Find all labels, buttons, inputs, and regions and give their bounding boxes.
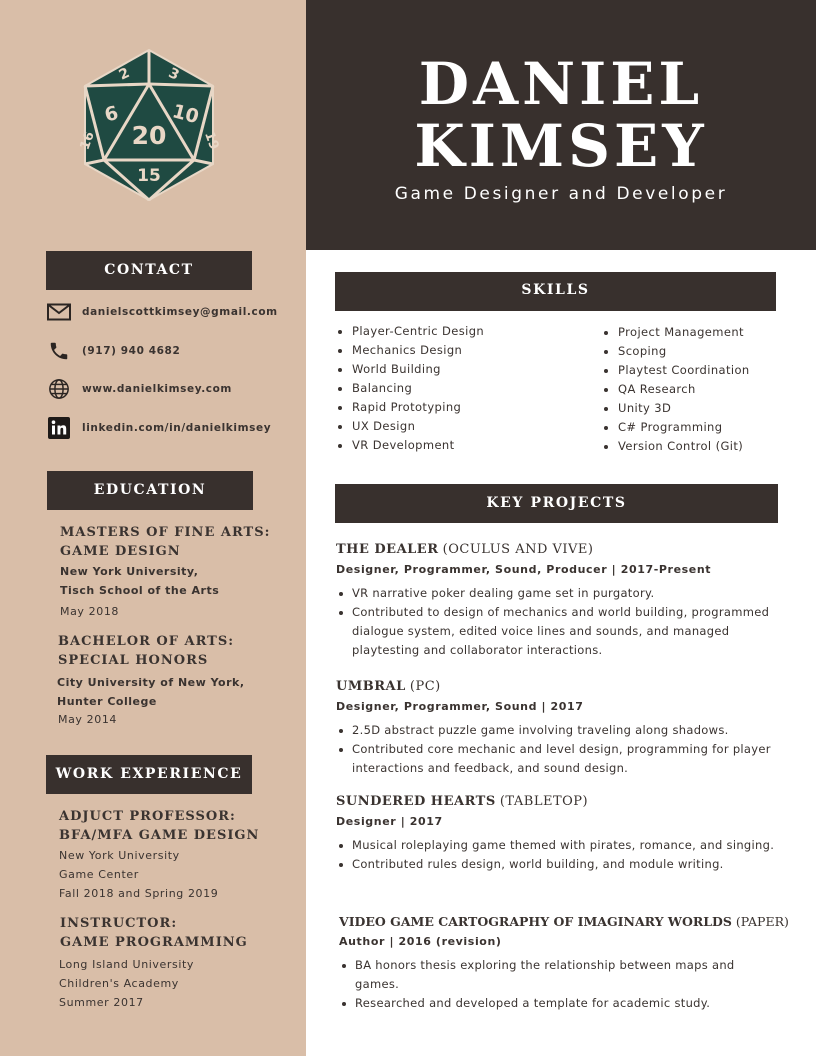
- contact-heading: CONTACT: [46, 251, 252, 290]
- phone-text: (917) 940 4682: [82, 345, 181, 357]
- skills-heading: SKILLS: [335, 272, 776, 311]
- project-bullet: Contributed rules design, world building, and module writing.: [336, 855, 786, 874]
- job-subtitle: GAME PROGRAMMING: [60, 935, 248, 950]
- education-heading: EDUCATION: [47, 471, 253, 510]
- skills-list-left: [335, 322, 484, 455]
- envelope-icon: [46, 299, 72, 325]
- project-bullets: [336, 721, 786, 778]
- phone-icon: [46, 338, 72, 364]
- project-bullet: Contributed to design of mechanics and world building, programmed dialogue system, edited voice lines and sounds, and managed playtesting and collaborator interactions.: [336, 603, 786, 660]
- skill-item: Balancing: [335, 379, 484, 398]
- institution-school: Hunter College: [57, 695, 157, 708]
- project-platform: (OCULUS AND VIVE): [442, 542, 594, 557]
- die-face-10: 10: [169, 100, 202, 129]
- die-face-19: 19: [201, 129, 222, 152]
- project-title: [336, 541, 786, 559]
- institution-school: Tisch School of the Arts: [60, 584, 220, 597]
- project-name: VIDEO GAME CARTOGRAPHY OF IMAGINARY WORLDS: [339, 914, 732, 929]
- skill-item: Project Management: [601, 323, 750, 342]
- project-bullet: VR narrative poker dealing game set in purgatory.: [336, 584, 786, 603]
- project-title: [339, 913, 789, 931]
- die-face-6: 6: [102, 101, 121, 127]
- project-name: THE DEALER: [336, 542, 439, 557]
- skill-item: Unity 3D: [601, 399, 750, 418]
- skill-item: Version Control (Git): [601, 437, 750, 456]
- name-last: KIMSEY: [414, 112, 708, 180]
- skill-item: Mechanics Design: [335, 341, 484, 360]
- die-face-15: 15: [137, 166, 161, 186]
- project-role: Designer, Programmer, Sound, Producer | 2017-Present: [336, 563, 712, 576]
- institution: New York University,: [60, 565, 199, 578]
- employer-unit: Game Center: [59, 868, 139, 881]
- project-bullet: 2.5D abstract puzzle game involving traveling along shadows.: [336, 721, 786, 740]
- project-role: Designer, Programmer, Sound | 2017: [336, 700, 584, 713]
- institution: City University of New York,: [57, 676, 245, 689]
- degree-subtitle: GAME DESIGN: [60, 544, 181, 559]
- project-item: [336, 541, 786, 660]
- job-title: ADJUCT PROFESSOR:: [59, 809, 236, 824]
- project-bullets: [336, 836, 786, 874]
- skill-item: Player-Centric Design: [335, 322, 484, 341]
- project-name: UMBRAL: [336, 679, 406, 694]
- die-face-3: 3: [165, 65, 182, 84]
- skills-list-right: [601, 323, 750, 456]
- employer-unit: Children's Academy: [59, 977, 179, 990]
- skill-item: World Building: [335, 360, 484, 379]
- project-bullet: BA honors thesis exploring the relationship between maps and games.: [339, 956, 779, 994]
- contact-linkedin[interactable]: [46, 415, 272, 441]
- project-bullets: [336, 584, 786, 660]
- die-face-16: 16: [77, 129, 98, 152]
- project-role: Author | 2016 (revision): [339, 935, 502, 948]
- skill-item: Rapid Prototyping: [335, 398, 484, 417]
- name-first: DANIEL: [418, 50, 704, 118]
- project-platform: (PAPER): [735, 914, 789, 929]
- job-subtitle: BFA/MFA GAME DESIGN: [59, 828, 260, 843]
- job-title: INSTRUCTOR:: [60, 916, 178, 931]
- project-item: [336, 678, 786, 778]
- project-item: [339, 913, 789, 1013]
- project-bullet: Researched and developed a template for academic study.: [339, 994, 779, 1013]
- project-item: [336, 793, 786, 874]
- project-platform: (PC): [409, 679, 441, 694]
- skill-item: VR Development: [335, 436, 484, 455]
- d20-icon: [77, 48, 222, 202]
- degree-date: May 2014: [58, 713, 118, 726]
- project-bullet: Musical roleplaying game themed with pirates, romance, and singing.: [336, 836, 786, 855]
- contact-website[interactable]: [46, 376, 232, 402]
- projects-heading: KEY PROJECTS: [335, 484, 778, 523]
- linkedin-icon: [46, 415, 72, 441]
- job-title: Game Designer and Developer: [394, 184, 728, 204]
- contact-phone[interactable]: [46, 338, 181, 364]
- project-title: [336, 678, 786, 696]
- job-dates: Summer 2017: [59, 996, 144, 1009]
- project-bullet: Contributed core mechanic and level design, programming for player interactions and feedback, and sound design.: [336, 740, 786, 778]
- contact-email[interactable]: [46, 299, 278, 325]
- skill-item: QA Research: [601, 380, 750, 399]
- email-text: danielscottkimsey@gmail.com: [82, 306, 278, 318]
- project-bullets: [339, 956, 779, 1013]
- degree-title: BACHELOR OF ARTS:: [58, 634, 235, 649]
- die-face-20: 20: [131, 121, 167, 150]
- degree-date: May 2018: [60, 605, 120, 618]
- globe-icon: [46, 376, 72, 402]
- skill-item: Scoping: [601, 342, 750, 361]
- project-platform: (TABLETOP): [499, 794, 589, 809]
- project-role: Designer | 2017: [336, 815, 443, 828]
- work-heading: WORK EXPERIENCE: [46, 755, 252, 794]
- skill-item: UX Design: [335, 417, 484, 436]
- die-face-2: 2: [116, 65, 133, 84]
- employer: New York University: [59, 849, 180, 862]
- degree-title: MASTERS OF FINE ARTS:: [60, 525, 271, 540]
- skill-item: C# Programming: [601, 418, 750, 437]
- project-title: [336, 793, 786, 811]
- employer: Long Island University: [59, 958, 195, 971]
- linkedin-text: linkedin.com/in/danielkimsey: [82, 422, 272, 434]
- website-text: www.danielkimsey.com: [82, 383, 232, 395]
- job-dates: Fall 2018 and Spring 2019: [59, 887, 219, 900]
- skill-item: Playtest Coordination: [601, 361, 750, 380]
- project-name: SUNDERED HEARTS: [336, 794, 496, 809]
- degree-subtitle: SPECIAL HONORS: [58, 653, 209, 668]
